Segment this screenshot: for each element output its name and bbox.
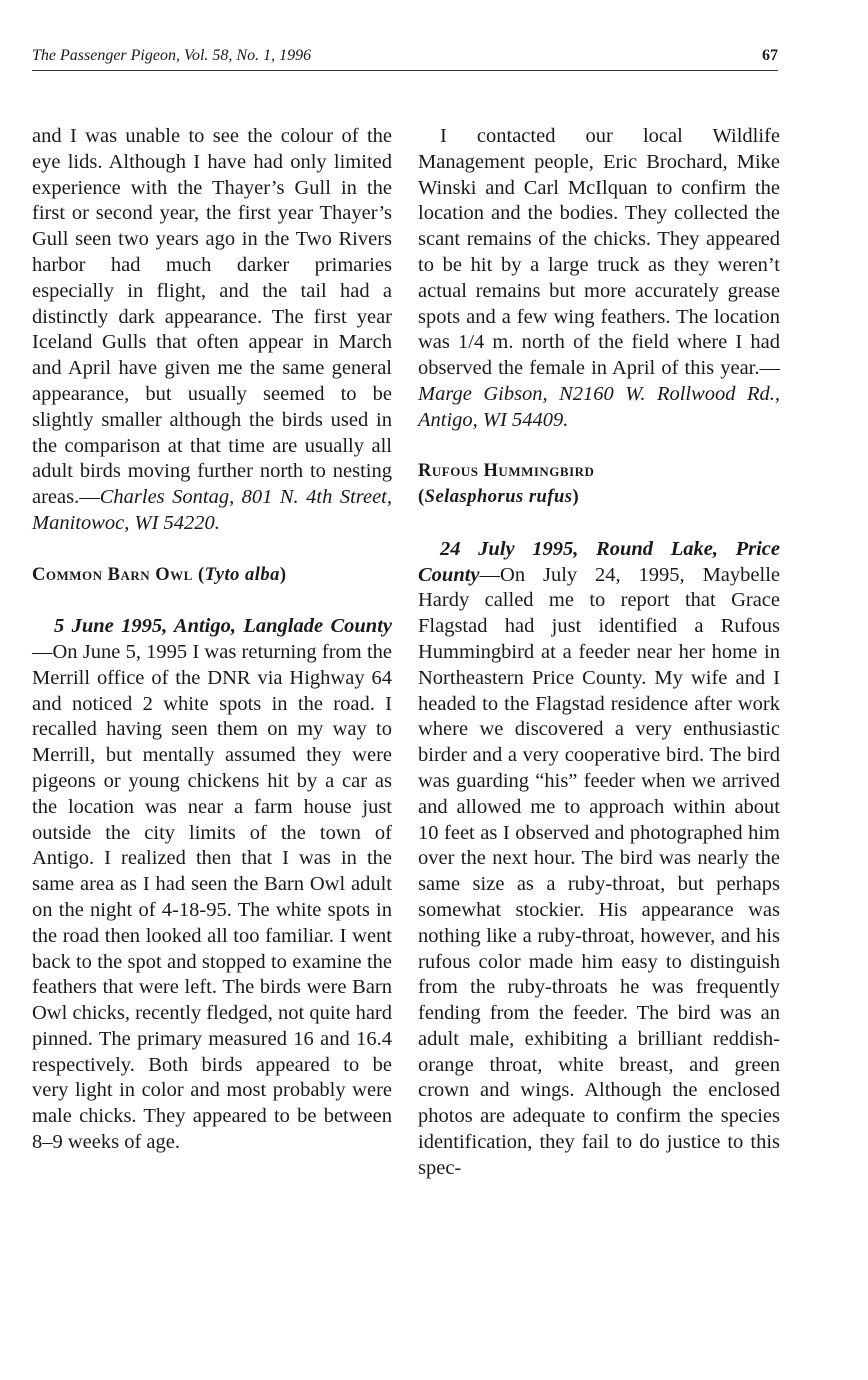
right-column [418,124,780,1182]
heading-common-name: Rufous Hummingbird [418,461,595,482]
left-column [32,124,392,1156]
heading-common-name: Common Barn Owl [32,564,193,585]
report-text: —On June 5, 1995 I was returning from the Merrill office of the DNR via Highway 64 and noticed 2 white spots in the road. I recalled having seen them on my way to Merrill, but mentally assumed they were pigeons or young chickens hit by a car as the location was near a farm house just outside the city limits of the town of Antigo. I realized then that I was in the same area as I had seen the Barn Owl adult on the night of 4-18-95. The white spots in the road then looked all too familiar. I went back to the spot and stopped to examine the feathers that were left. The birds were Barn Owl chicks, recently fledged, not quite hard pinned. The primary measured 16 and 16.4 respectively. Both birds appeared to be very light in color and most probably were male chicks. They appeared to be between 8–9 weeks of age. [32,640,392,1154]
heading-scientific-name: Selasphorus rufus [424,487,573,508]
section-heading-rufous-hummingbird: Rufous Hummingbird (Selasphorus rufus) [418,461,595,508]
gull-note-continuation [32,124,392,537]
running-header [32,44,778,71]
page-number: 67 [762,47,778,64]
journal-citation: The Passenger Pigeon, Vol. 58, No. 1, 1996 [32,47,312,64]
barn-owl-report-continuation [418,124,780,434]
rufous-hummingbird-report [418,537,780,1182]
report-dateline: 24 July 1995, Round Lake, Price County [418,537,780,586]
gull-note-text: and I was unable to see the colour of the eye lids. Although I have had only limited experience with the Thayer’s Gull in the first or second year, the first year Thayer’s Gull seen two years ago in the Two Rivers harbor had much darker primaries especially in flight, and the tail had a distinctly dark appearance. The first year Iceland Gulls that often appear in March and April have given me the same general appearance, but usually seemed to be slightly smaller although the birds used in the comparison at that time are usually all adult birds moving further north to nesting areas.— [32,125,392,509]
report-dateline: 5 June 1995, Antigo, Langlade County [54,615,392,638]
heading-scientific-name: Tyto alba [204,564,280,585]
barn-owl-report [32,614,392,1156]
report-text: I contacted our local Wildlife Management people, Eric Brochard, Mike Winski and Carl McIlquan to confirm the location and the bodies. They collected the scant remains of the chicks. They appeared to be hit by a large truck as they weren’t actual remains but more accurately grease spots and a few wing feathers. The location was 1/4 m. north of the field where I had observed the female in April of this year.— [418,125,780,380]
section-heading-barn-owl: Common Barn Owl (Tyto alba) [32,564,287,585]
report-text: —On July 24, 1995, Maybelle Hardy called me to report that Grace Flagstad had just identified a Rufous Hummingbird at a feeder near her home in Northeastern Price County. My wife and I headed to the Flagstad residence after work where we discovered a very enthusiastic birder and a very cooperative bird. The bird was guarding “his” feeder when we arrived and allowed me to approach within about 10 feet as I observed and photographed him over the next hour. The bird was nearly the same size as a ruby-throat, but perhaps somewhat stockier. His appearance was nothing like a ruby-throat, however, and his rufous color made him easy to distinguish from the ruby-throats he was frequently fending from the feeder. The bird was an adult male, exhibiting a brilliant reddish-orange throat, white breast, and green crown and wings. Although the enclosed photos are adequate to confirm the species identification, they fail to do justice to this spec- [418,563,780,1179]
author-signature: Charles Sontag, 801 N. 4th Street, Manitowoc, WI 54220. [32,486,392,534]
author-signature: Marge Gibson, N2160 W. Rollwood Rd., Antigo, WI 54409. [418,382,780,431]
